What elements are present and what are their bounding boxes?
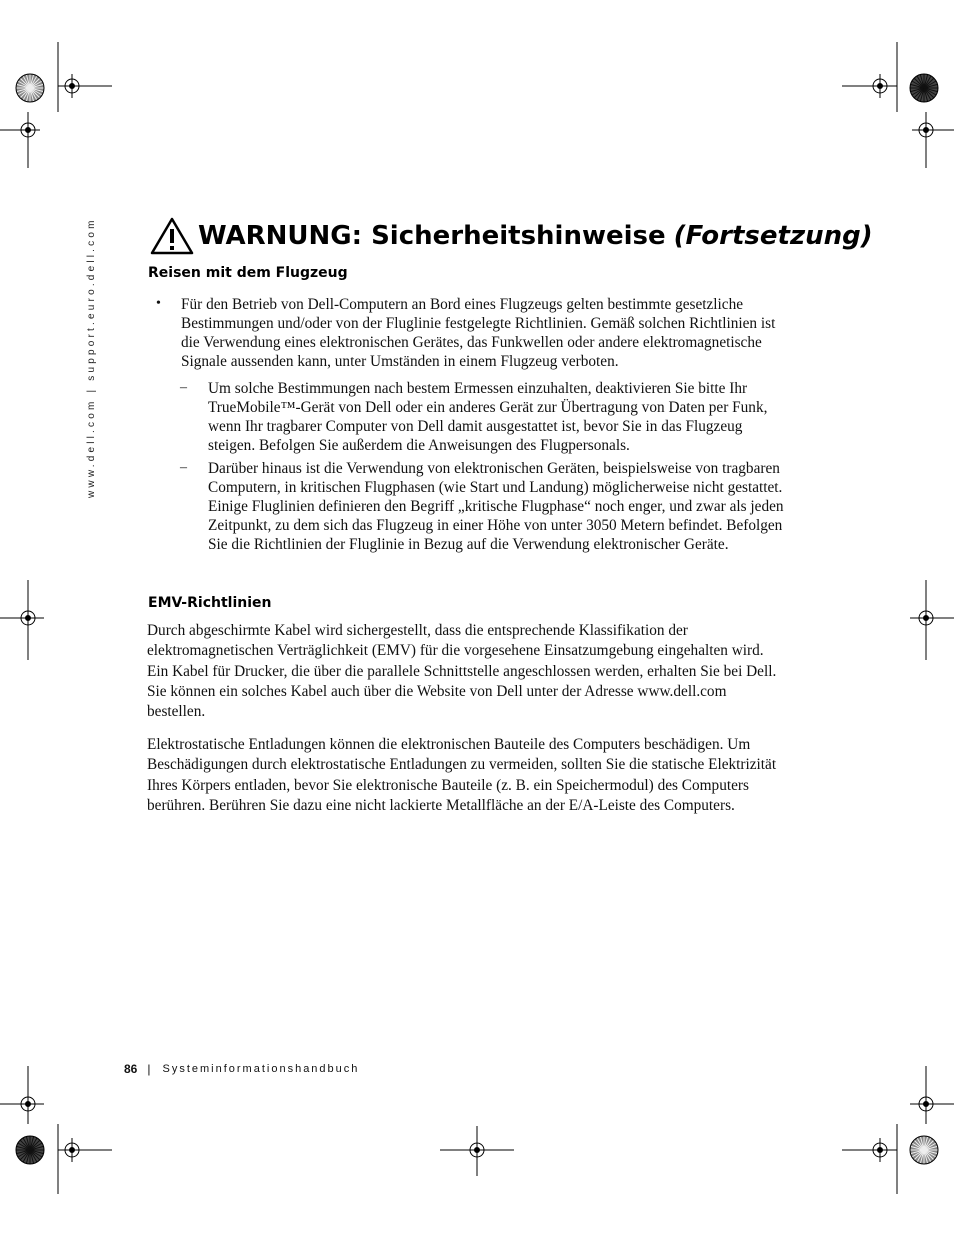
bullet-marker: • [156,296,161,311]
dell-url-link[interactable]: www.dell.com [637,682,727,700]
warning-triangle-icon [150,216,194,256]
registration-starburst [910,74,938,102]
registration-target [914,118,938,142]
page-number: 86 [124,1062,138,1076]
page-footer [124,1062,359,1076]
dash-marker: – [180,460,187,475]
sub-item-1: Um solche Bestimmungen nach bestem Ermessen einzuhalten, deaktivieren Sie bitte Ihr TrueMobile™-Gerät von Dell oder ein anderes Gerät zur Übertragung von Daten per Funk, wenn Ihr tragbarer Computer von Dell damit ausgestattet ist, bevor Sie in das Flugzeug steigen. Befolgen Sie außerdem die Anweisungen des Flugpersonals. [208,380,768,454]
registration-target [868,1138,892,1162]
side-url: www.dell.com | support.euro.dell.com [86,217,97,498]
registration-target [868,74,892,98]
registration-starburst [16,74,44,102]
registration-target [914,1092,938,1116]
registration-target [60,74,84,98]
bullet-text: Für den Betrieb von Dell-Computern an Bord eines Flugzeugs gelten bestimmte gesetzliche Bestimmungen und/oder von der Fluglinie festgelegte Richtlinien. Gemäß solchen Richtlinien ist die Verwendung eines elektronischen Gerätes, das Funkwellen oder andere elektromagnetische Signale aussenden kann, unter Umständen in einem Flugzeug verboten. [181,296,776,370]
book-title: Systeminformationshandbuch [162,1063,360,1075]
registration-target [16,1092,40,1116]
registration-target [60,1138,84,1162]
registration-target [914,606,938,630]
registration-starburst [910,1136,938,1164]
page-title [150,214,873,258]
registration-starburst [16,1136,44,1164]
registration-target [465,1138,489,1162]
emv-paragraph-1-text: Durch abgeschirmte Kabel wird sichergestellt, dass die entsprechende Klassifikation der elektromagnetischen Verträglichkeit (EMV) für die vorgesehene Einsatzumgebung eingehalten wird. Ein Kabel für Drucker, die über die parallele Schnittstelle angeschlossen werden, erhalten Sie bei Dell. Sie können ein solches Kabel auch über die Website von Dell unter der Adresse [147,622,777,700]
registration-target [16,606,40,630]
title-continuation: (Fortsetzung) [673,221,873,251]
section-heading-emv: EMV-Richtlinien [148,595,272,611]
dash-marker: – [180,380,187,395]
emv-paragraph-1 [147,621,787,722]
section-heading-flugzeug: Reisen mit dem Flugzeug [148,265,348,281]
title-main: WARNUNG: Sicherheitshinweise [198,221,666,251]
footer-separator: | [147,1062,151,1076]
emv-paragraph-1-end: bestellen. [147,703,206,721]
emv-paragraph-2: Elektrostatische Entladungen können die elektronischen Bauteile des Computers beschädigen. Um Beschädigungen durch elektrostatische Entladungen zu vermeiden, sollten Sie die statische Elektrizität Ihres Körpers entladen, bevor Sie elektronische Bauteile (z. B. ein Speichermodul) des Computers berühren. Berühren Sie dazu eine nicht lackierte Metallfläche an der E/A-Leiste des Computers. [147,736,777,814]
sub-item-2: Darüber hinaus ist die Verwendung von elektronischen Geräten, beispielsweise von tragbaren Computern, in kritischen Flugphasen (wie Start und Landung) möglicherweise nicht gestattet. Einige Fluglinien definieren den Begriff „kritische Flugphase“ noch enger, und zwar als jeden Zeitpunkt, zu dem sich das Flugzeug in einer Höhe von unter 3050 Metern befindet. Befolgen Sie die Richtlinien der Fluglinie in Bezug auf die Verwendung elektronischer Geräte. [208,460,784,553]
registration-target [16,118,40,142]
